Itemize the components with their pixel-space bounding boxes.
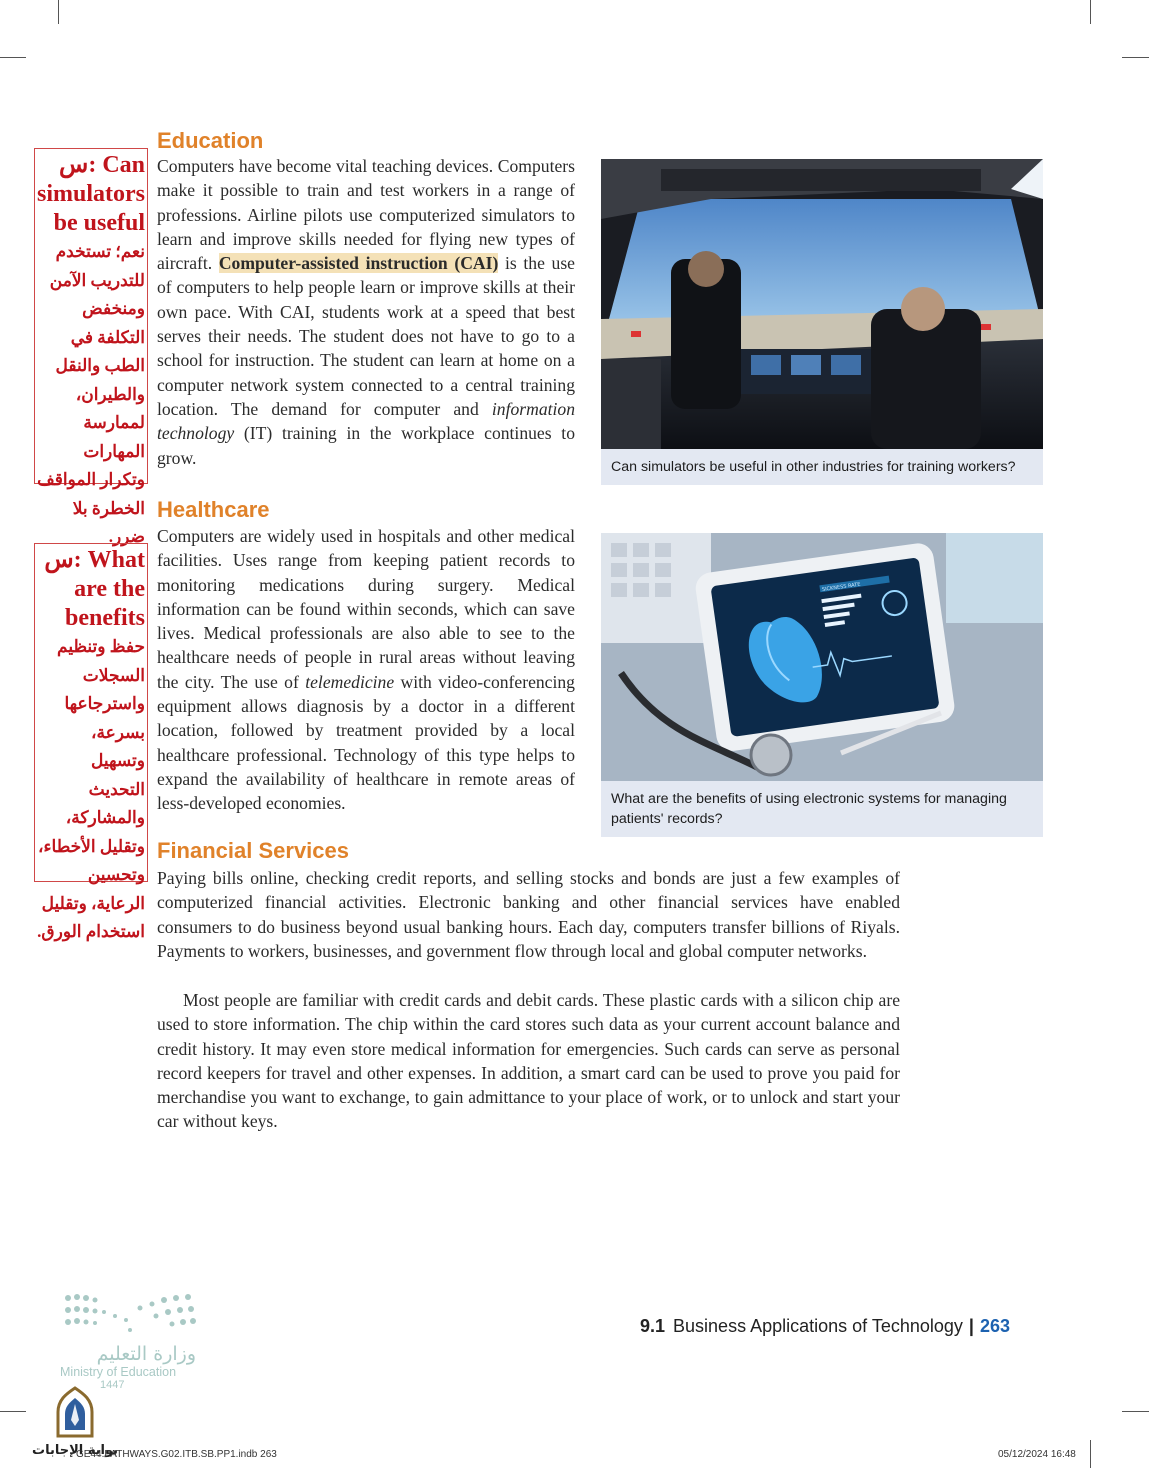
running-footer	[640, 1316, 1010, 1337]
mosque-lantern-icon	[52, 1386, 98, 1438]
crop-mark	[1122, 57, 1149, 58]
tablet-figure	[601, 533, 1043, 837]
telemedicine-italic-term: telemedicine	[305, 671, 395, 692]
it-italic-term: information technology	[157, 398, 575, 444]
cai-key-term: Computer-assisted instruction (CAI)	[218, 253, 499, 274]
cockpit-figure	[601, 159, 1043, 485]
ministry-arabic-name: وزارة التعليم	[96, 1343, 196, 1365]
note-question: س: What are the benefits	[44, 547, 145, 631]
cockpit-simulator-photo	[601, 159, 1043, 449]
screen-label: SICKNESS RATE	[821, 581, 861, 593]
financial-paragraph-2: Most people are familiar with credit cards and debit cards. These plastic cards with a silicon chip are used to store information. The chip within the card stores such data as your current account balance and credit history. It may even store medical information for emergencies. Such cards can serve as personal record keepers for travel and other expenses. In addition, a smart card can be used to prove you paid for merchandise you want to exchange, to gain admittance to your place of work, or to unlock and start your car without keys.	[157, 990, 900, 1132]
date-slug: 05/12/2024 16:48	[998, 1449, 1076, 1460]
crop-mark	[1090, 1440, 1091, 1468]
cockpit-caption: Can simulators be useful in other industries for training workers?	[611, 459, 1016, 475]
section-number: 9.1	[640, 1316, 666, 1336]
note-answer: حفظ وتنظيم السجلات واسترجاعها بسرعة، وتسهيل التحديث والمشاركة، وتقليل الأخطاء، وتحسين الرعاية، وتقليل استخدام الورق.	[37, 637, 145, 941]
crop-mark	[0, 1411, 26, 1412]
ministry-english-name: Ministry of Education	[60, 1365, 177, 1379]
healthcare-heading: Healthcare	[157, 497, 270, 522]
healthcare-paragraph: Computers are widely used in hospitals and other medical facilities. Uses range from keeping patient records to monitoring medications during surgery. Medical information can be found within seconds, which can save lives. Medical professionals are also able to see to the healthcare needs of people in rural areas without leaving the city. The use of telemedicine with video-conferencing equipment allows diagnosis by a doctor in a different location, followed by treatment provided by a local healthcare professional. Technology of this type helps to expand the availability of healthcare in remote areas of less-developed economies.	[157, 526, 575, 814]
financial-heading: Financial Services	[157, 838, 349, 863]
ministry-dots-icon	[60, 1290, 200, 1338]
crop-mark	[58, 0, 59, 24]
financial-paragraph-1: Paying bills online, checking credit reports, and selling stocks and bonds are just a few examples of computerized financial activities. Electronic banking and other financial services have enabled consumers to do business beyond usual banking hours. Each day, computers transfer billions of Riyals. Payments to workers, businesses, and government flow through local and global computer networks.	[157, 868, 900, 961]
section-title: Business Applications of Technology	[673, 1316, 963, 1336]
medical-tablet-photo	[601, 533, 1043, 781]
portal-text: بوابة الإجابات	[32, 1443, 118, 1458]
education-paragraph: Computers have become vital teaching devices. Computers make it possible to train and test workers in a range of professions. Airline pilots use computerized simulators to learn and improve skills needed for flying new types of aircraft. Computer-assisted instruction (CAI) is the use of computers to help people learn or improve skills at their own pace. With CAI, students work at a speed that best serves their needs. The student does not have to go to a school for instruction. The student can learn at home on a computer network system connected to a central training location. The demand for computer and information technology (IT) training in the workplace continues to grow.	[157, 156, 575, 468]
education-margin-note	[34, 148, 148, 546]
answers-portal-logo	[30, 1386, 120, 1458]
ministry-logo	[60, 1290, 210, 1391]
crop-mark	[0, 57, 26, 58]
ministry-year: 1447	[100, 1379, 125, 1391]
note-answer: نعم؛ تستخدم للتدريب الآمن ومنخفض التكلفة في الطب والنقل والطيران، لممارسة المهارات وتكرار المواقف الخطرة بلا ضرر.	[37, 242, 145, 546]
tablet-caption: What are the benefits of using electronic systems for managing patients' records?	[611, 791, 1007, 827]
crop-mark	[1122, 1411, 1149, 1412]
footer-separator: |	[968, 1316, 974, 1336]
page-number: 263	[979, 1316, 1010, 1336]
note-question: س: Can simulators be useful	[37, 152, 145, 236]
file-slug: GE44.PATHWAYS.G02.ITB.SB.PP1.indb 263	[76, 1449, 277, 1460]
education-heading: Education	[157, 128, 264, 153]
crop-mark	[1090, 0, 1091, 24]
healthcare-margin-note	[34, 543, 148, 941]
